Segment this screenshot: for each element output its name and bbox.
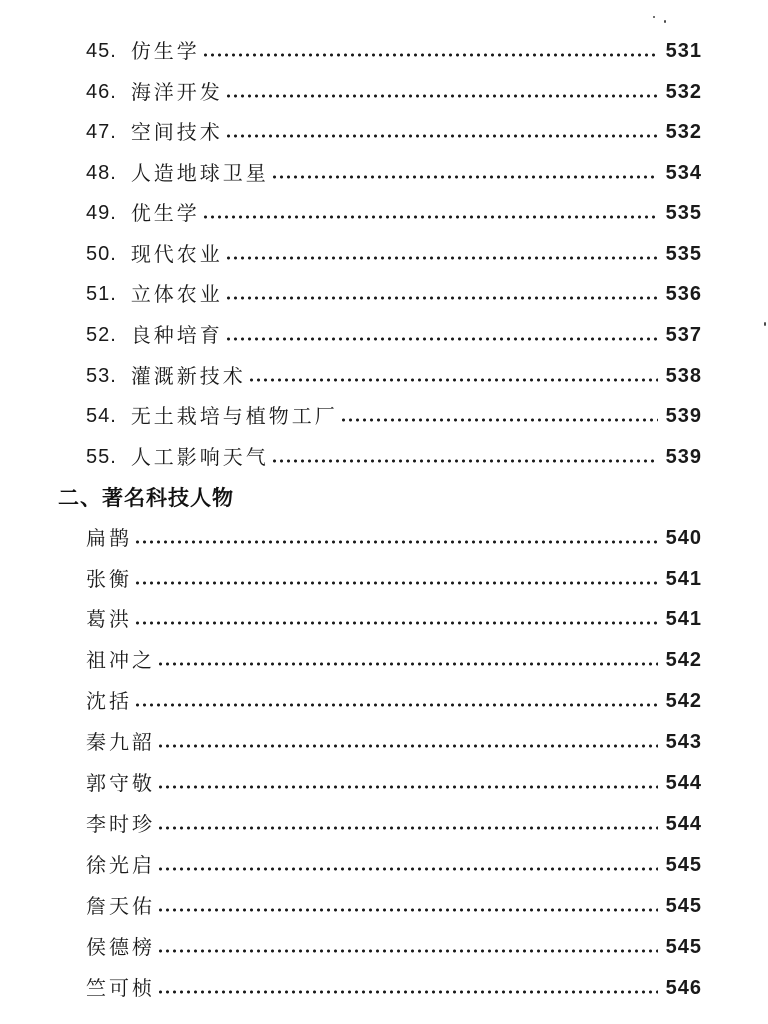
- dot-leader: [157, 785, 658, 789]
- toc-entry: [86, 761, 702, 795]
- toc-entry: [86, 884, 702, 918]
- dot-leader: [225, 256, 658, 260]
- dot-leader: [157, 662, 658, 666]
- entry-number: 45.: [86, 40, 117, 62]
- entry-title: 人工影响天气: [130, 445, 269, 469]
- entry-page-number: 544: [665, 772, 702, 794]
- dot-leader: [271, 459, 658, 463]
- toc-entry: [86, 516, 702, 550]
- entry-page-number: 545: [665, 936, 702, 958]
- entry-page-number: 541: [665, 608, 702, 630]
- scan-speck: [764, 322, 766, 326]
- entry-page-number: 541: [665, 568, 702, 590]
- dot-leader: [340, 418, 658, 422]
- dot-leader: [202, 215, 658, 219]
- entry-number: 51.: [86, 283, 117, 305]
- entry-page-number: 545: [665, 895, 702, 917]
- toc-entry: [86, 966, 702, 1000]
- toc-entry: [86, 29, 702, 63]
- dot-leader: [225, 296, 658, 300]
- entry-title: 无土栽培与植物工厂: [130, 404, 338, 428]
- entry-page-number: 540: [665, 527, 702, 549]
- entry-number: 46.: [86, 81, 117, 103]
- dot-leader: [157, 990, 658, 994]
- entry-page-number: 546: [665, 977, 702, 999]
- toc-entry: [86, 151, 702, 185]
- entry-title: 张衡: [86, 567, 132, 591]
- entry-title: 优生学: [130, 201, 200, 225]
- dot-leader: [157, 867, 658, 871]
- toc-entry: [86, 191, 702, 225]
- dot-leader: [225, 337, 658, 341]
- entry-title: 秦九韶: [86, 730, 155, 754]
- toc-entry: [86, 435, 702, 469]
- entry-title: 仿生学: [130, 39, 200, 63]
- entry-title: 海洋开发: [130, 80, 223, 104]
- entry-title: 灌溉新技术: [130, 364, 246, 388]
- entry-number: 53.: [86, 365, 117, 387]
- entry-page-number: 542: [665, 690, 702, 712]
- entry-page-number: 531: [665, 40, 702, 62]
- dot-leader: [157, 744, 658, 748]
- entry-number: 54.: [86, 405, 117, 427]
- entry-number: 49.: [86, 202, 117, 224]
- dot-leader: [134, 581, 658, 585]
- toc-entry: [86, 802, 702, 836]
- entry-title: 葛洪: [86, 607, 132, 631]
- dot-leader: [157, 826, 658, 830]
- toc-entry: [86, 843, 702, 877]
- entry-title: 现代农业: [130, 242, 223, 266]
- toc-entry: [86, 70, 702, 104]
- entry-page-number: 537: [665, 324, 702, 346]
- entry-title: 立体农业: [130, 282, 223, 306]
- entry-title: 郭守敬: [86, 771, 155, 795]
- entry-page-number: 545: [665, 854, 702, 876]
- entry-page-number: 535: [665, 243, 702, 265]
- entry-number: 55.: [86, 446, 117, 468]
- entry-page-number: 534: [665, 162, 702, 184]
- dot-leader: [225, 134, 658, 138]
- entry-page-number: 542: [665, 649, 702, 671]
- entry-page-number: 532: [665, 121, 702, 143]
- toc-entry: [86, 272, 702, 306]
- dot-leader: [157, 949, 658, 953]
- entry-title: 祖冲之: [86, 648, 155, 672]
- toc-entry: [86, 679, 702, 713]
- entry-number: 52.: [86, 324, 117, 346]
- entry-title: 人造地球卫星: [130, 161, 269, 185]
- toc-entry: [86, 720, 702, 754]
- entry-title: 沈括: [86, 689, 132, 713]
- entry-page-number: 539: [665, 446, 702, 468]
- entry-page-number: 532: [665, 81, 702, 103]
- toc-entry: [86, 557, 702, 591]
- entry-title: 徐光启: [86, 853, 155, 877]
- toc-entry: [86, 597, 702, 631]
- dot-leader: [248, 378, 658, 382]
- entry-title: 扁鹊: [86, 526, 132, 550]
- entry-page-number: 536: [665, 283, 702, 305]
- scan-speck: [653, 16, 655, 18]
- toc-entry: [86, 232, 702, 266]
- dot-leader: [202, 53, 658, 57]
- entry-page-number: 538: [665, 365, 702, 387]
- dot-leader: [225, 94, 658, 98]
- dot-leader: [271, 175, 658, 179]
- entry-title: 侯德榜: [86, 935, 155, 959]
- entry-number: 48.: [86, 162, 117, 184]
- section-heading: 二、著名科技人物: [58, 486, 234, 510]
- entry-title: 竺可桢: [86, 976, 155, 1000]
- dot-leader: [134, 621, 658, 625]
- entry-page-number: 535: [665, 202, 702, 224]
- entry-number: 47.: [86, 121, 117, 143]
- toc-entry: [86, 394, 702, 428]
- dot-leader: [134, 540, 658, 544]
- entry-title: 空间技术: [130, 120, 223, 144]
- entry-number: 50.: [86, 243, 117, 265]
- entry-page-number: 543: [665, 731, 702, 753]
- entry-title: 詹天佑: [86, 894, 155, 918]
- toc-entry: [86, 110, 702, 144]
- entry-title: 良种培育: [130, 323, 223, 347]
- toc-entry: [86, 313, 702, 347]
- scan-speck: [664, 20, 666, 23]
- entry-title: 李时珍: [86, 812, 155, 836]
- entry-page-number: 539: [665, 405, 702, 427]
- toc-entry: [86, 638, 702, 672]
- dot-leader: [134, 703, 658, 707]
- dot-leader: [157, 908, 658, 912]
- entry-page-number: 544: [665, 813, 702, 835]
- toc-entry: [86, 925, 702, 959]
- toc-entry: [86, 354, 702, 388]
